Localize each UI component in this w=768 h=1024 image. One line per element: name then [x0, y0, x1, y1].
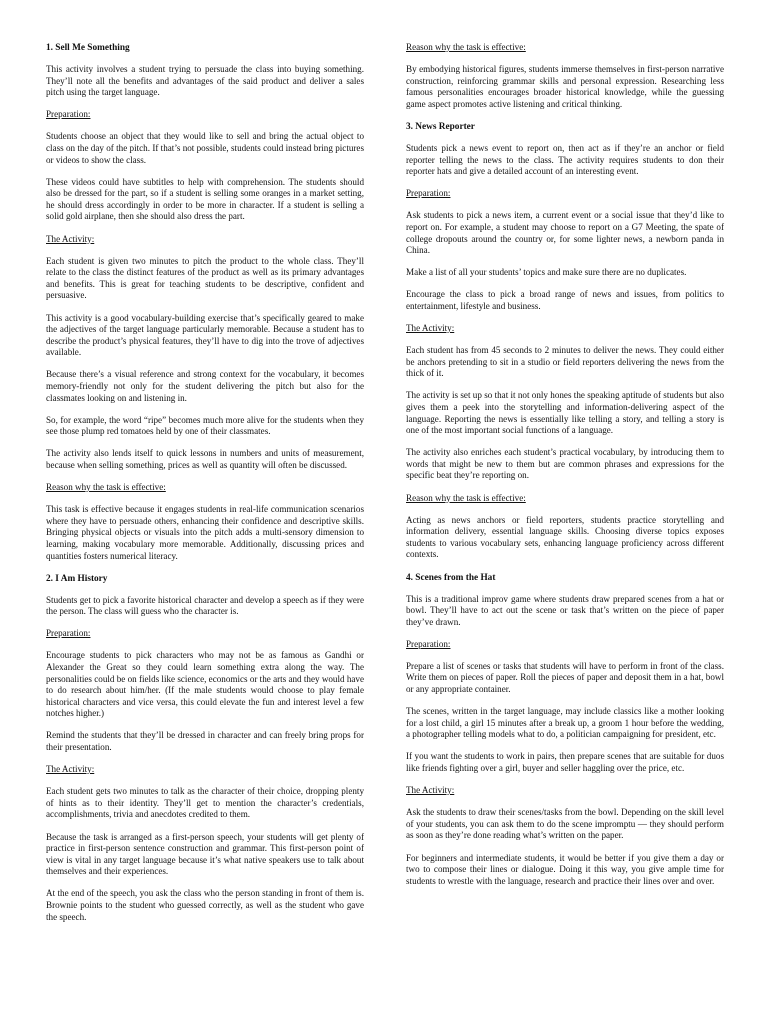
subheading-preparation: Preparation:: [406, 188, 451, 199]
paragraph: Each student has from 45 seconds to 2 minutes to deliver the news. They could either be anchors pretending to sit in a studio or field reporters delivering the news from the thick of it.: [406, 345, 724, 379]
subheading-preparation: Preparation:: [46, 628, 91, 639]
subheading-preparation: Preparation:: [406, 638, 451, 649]
paragraph: Ask the students to draw their scenes/tasks from the bowl. Depending on the skill level of your students, you can ask them to do the scene impromptu — they should perform as soon as they’re done reading what’s written on the paper.: [406, 807, 724, 841]
subheading-reason: Reason why the task is effective:: [46, 482, 166, 493]
paragraph: Students pick a news event to report on, then act as if they’re an anchor or field reporter telling the news to the class. The activity requires students to don their reporter hats and give a detailed account of an interesting event.: [406, 142, 724, 177]
paragraph: Encourage students to pick characters who may not be as famous as Gandhi or Alexander the Great so they could learn something extra along the way. The personalities could be on fields like science, economics or the arts and they would have to do research about him/her. (If the male students would choose to play female historical characters and vice versa, this could elevate the fun and interest level a few notches higher.): [46, 650, 364, 719]
paragraph: Prepare a list of scenes or tasks that students will have to perform in front of the class. Write them on pieces of paper. Roll the pieces of paper and deposit them in a hat, bowl or any appropriate container.: [406, 660, 724, 695]
paragraph: Students choose an object that they would like to sell and bring the actual object to class on the day of the pitch. If that’s not possible, students could instead bring pictures or videos to show the class.: [46, 131, 364, 165]
left-column: [46, 42, 364, 934]
paragraph: Acting as news anchors or field reporters, students practice storytelling and information delivery, essential language skills. Choosing diverse topics exposes students to various vocabulary sets, enhancing language proficiency across different contexts.: [406, 514, 724, 560]
paragraph: Encourage the class to pick a broad range of news and issues, from politics to entertainment, lifestyle and business.: [406, 289, 724, 311]
paragraph: For beginners and intermediate students, it would be better if you give them a day or two to compose their lines or dialogue. Doing it this way, you give ample time for students to wrestle with the language, research and practice their lines over and over.: [406, 852, 724, 886]
paragraph: This is a traditional improv game where students draw prepared scenes from a hat or bowl. They’ll have to act out the scene or task that’s written on the piece of paper they’ve drawn.: [406, 593, 724, 627]
paragraph: The activity is set up so that it not only hones the speaking aptitude of students but also gives them a peek into the storytelling and information-delivering aspect of the language. Reporting the news is essentially like telling a story, and telling a story is one of the most important social functions of a language.: [406, 390, 724, 436]
paragraph: Because the task is arranged as a first-person speech, your students will get plenty of practice in first-person sentence construction and grammar. This first-person point of view is vital in any target language because it’s what native speakers use to talk about themselves and their experiences.: [46, 831, 364, 877]
paragraph: So, for example, the word “ripe” becomes much more alive for the students when they see those plump red tomatoes held by one of their classmates.: [46, 414, 364, 437]
paragraph: Because there’s a visual reference and strong context for the vocabulary, it becomes memory-friendly not only for the student delivering the pitch but also for the classmates looking on and listening in.: [46, 369, 364, 403]
section-title-i-am-history: 2. I Am History: [46, 573, 108, 584]
paragraph: The scenes, written in the target language, may include classics like a mother looking for a lost child, a girl 15 minutes after a break up, a groom 1 hour before the wedding, a photographer telling models what to do, a politician campaigning for president, etc.: [406, 706, 724, 740]
paragraph: The activity also enriches each student’s practical vocabulary, by introducing them to words that might be new to them but are common phrases and expressions for the specific beat they’re reporting on.: [406, 447, 724, 481]
subheading-activity: The Activity:: [406, 323, 455, 333]
paragraph: This task is effective because it engages students in real-life communication scenarios where they have to persuade others, enhancing their confidence and descriptive skills. Bringing physical objects or visuals into the pitch adds a multi-sensory dimension to learning, making vocabulary more memorable. Additionally, discussing prices and quantities fosters numerical literacy.: [46, 504, 364, 561]
right-column: [406, 42, 724, 898]
paragraph: Each student gets two minutes to talk as the character of their choice, dropping plenty of hints as to their identity. They’ll get to mention the character’s credentials, accomplishments, trivia and anecdotes credited to them.: [46, 786, 364, 820]
paragraph: These videos could have subtitles to help with comprehension. The students should also be dressed for the part, so if a student is selling some oranges in a market setting, he should dress accordingly in order to be more in character. If a student is selling a solid gold airplane, then she should also dress the part.: [46, 176, 364, 222]
section-title-news-reporter: 3. News Reporter: [406, 121, 475, 132]
subheading-preparation: Preparation:: [46, 109, 91, 120]
subheading-reason: Reason why the task is effective:: [406, 42, 526, 52]
subheading-activity: The Activity:: [406, 785, 455, 796]
paragraph: By embodying historical figures, students immerse themselves in first-person narrative construction, reinforcing grammar skills and personal expression. Researching less famous personalities encourages broader historical knowledge, while the guessing game aspect promotes active listening and critical thinking.: [406, 64, 724, 109]
paragraph: Remind the students that they’ll be dressed in character and can freely bring props for their presentation.: [46, 730, 364, 753]
paragraph: This activity is a good vocabulary-building exercise that’s specifically geared to make the adjectives of the target language particularly memorable. Because a student has to describe the product’s physical features, they’ll have to dig into the trove of adjectives available.: [46, 312, 364, 358]
subheading-reason: Reason why the task is effective:: [406, 492, 526, 503]
paragraph: This activity involves a student trying to persuade the class into buying something. They’ll note all the benefits and advantages of the said product and deliver a sales pitch using the target language.: [46, 64, 364, 98]
subheading-activity: The Activity:: [46, 233, 95, 244]
subheading-activity: The Activity:: [46, 764, 95, 775]
paragraph: The activity also lends itself to quick lessons in numbers and units of measurement, because when selling something, prices as well as quantity will often be discussed.: [46, 448, 364, 470]
paragraph: Ask students to pick a news item, a current event or a social issue that they’d like to report on. For example, a student may choose to report on a G7 Meeting, the spate of college dropouts around the country or, for some lighter news, a newborn panda in China.: [406, 210, 724, 256]
paragraph: At the end of the speech, you ask the class who the person standing in front of them is. Brownie points to the student who guessed correctly, as well as the student who gave the speech.: [46, 888, 364, 922]
section-title-sell-me-something: 1. Sell Me Something: [46, 43, 130, 53]
paragraph: Students get to pick a favorite historical character and develop a speech as if they were the person. The class will guess who the character is.: [46, 594, 364, 617]
section-title-scenes-from-the-hat: 4. Scenes from the Hat: [406, 572, 496, 583]
paragraph: Make a list of all your students’ topics and make sure there are no duplicates.: [406, 267, 687, 278]
paragraph: If you want the students to work in pairs, then prepare scenes that are suitable for duos like friends fighting over a girl, buyer and seller haggling over the price, etc.: [406, 751, 724, 774]
paragraph: Each student is given two minutes to pitch the product to the whole class. They’ll relate to the class the distinct features of the product as well as its primary advantages and benefits. This is great for teaching students to be descriptive, confident and persuasive.: [46, 255, 364, 301]
